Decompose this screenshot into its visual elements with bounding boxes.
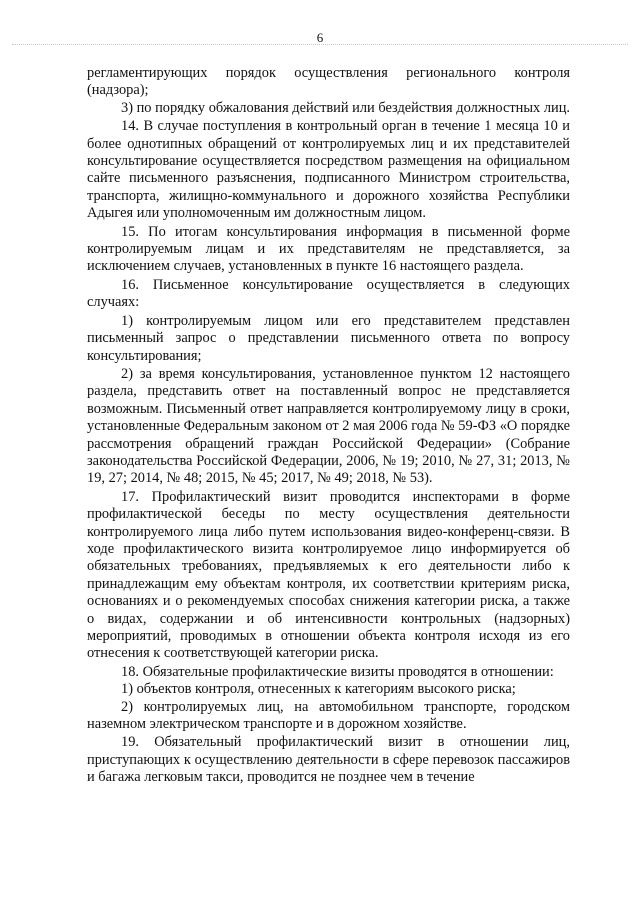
paragraph-17: 17. Профилактический визит проводится инспекторами в форме профилактической беседы по месту осуществления деятельности контролируемого лица либо путем использования видео-конференц-связи. В ходе профилактического визита контролируемое лицо информируется об обязательных требованиях, предъявляемых к его деятельности либо к принадлежащим ему объектам контроля, их соответствии критериям риска, основаниях и о рекомендуемых способах снижения категории риска, а также о видах, содержании и об интенсивности контрольных (надзорных) мероприятий, проводимых в отношении объекта контроля исходя из его отнесения к соответствующей категории риска. bbox=[87, 488, 570, 662]
paragraph-18-2: 2) контролируемых лиц, на автомобильном транспорте, городском наземном электрическом транспорте и в дорожном хозяйстве. bbox=[87, 698, 570, 733]
paragraph-14: 14. В случае поступления в контрольный орган в течение 1 месяца 10 и более однотипных обращений от контролируемых лиц и их представителей консультирование осуществляется посредством размещения на официальном сайте письменного разъяснения, подписанного Министром строительства, транспорта, жилищно-коммунального и дорожного хозяйства Республики Адыгея или уполномоченным им должностным лицом. bbox=[87, 118, 570, 222]
paragraph-13-3: 3) по порядку обжалования действий или бездействия должностных лиц. bbox=[121, 99, 571, 116]
scan-noise-line bbox=[12, 44, 628, 46]
paragraph-16: 16. Письменное консультирование осуществляется в следующих случаях: bbox=[87, 276, 570, 311]
paragraph-15: 15. По итогам консультирования информация в письменной форме контролируемым лицам и их представителям не представляется, за исключением случаев, установленных в пункте 16 настоящего раздела. bbox=[87, 223, 570, 275]
paragraph-16-2: 2) за время консультирования, установленное пунктом 12 настоящего раздела, представить ответ на поставленный вопрос не представляется возможным. Письменный ответ направляется контролируемому лицу в сроки, установленные Федеральным законом от 2 мая 2006 года № 59-ФЗ «О порядке рассмотрения обращений граждан Российской Федерации» (Собрание законодательства Российской Федерации, 2006, № 19; 2010, № 27, 31; 2013, № 19, 27; 2014, № 48; 2015, № 45; 2017, № 49; 2018, № 53). bbox=[87, 365, 570, 487]
paragraph-16-1: 1) контролируемым лицом или его представителем представлен письменный запрос о представлении письменного ответа по вопросу консультирования; bbox=[87, 312, 570, 364]
paragraph-19: 19. Обязательный профилактический визит в отношении лиц, приступающих к осуществлению деятельности в сфере перевозок пассажиров и багажа легковым такси, проводится не позднее чем в течение bbox=[87, 734, 570, 786]
paragraph-18: 18. Обязательные профилактические визиты проводятся в отношении: bbox=[121, 663, 554, 680]
page-number: 6 bbox=[316, 30, 324, 45]
paragraph-18-1: 1) объектов контроля, отнесенных к категориям высокого риска; bbox=[121, 681, 516, 698]
body-text bbox=[87, 65, 570, 787]
paragraph-continuation: регламентирующих порядок осуществления регионального контроля (надзора); bbox=[87, 65, 570, 99]
